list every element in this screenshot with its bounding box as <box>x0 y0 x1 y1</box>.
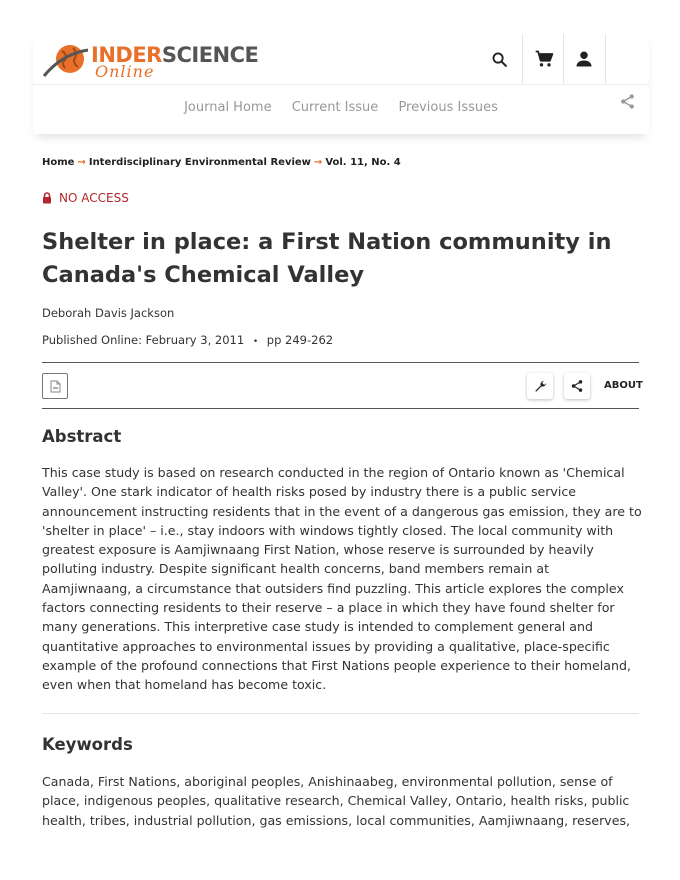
breadcrumb-journal[interactable]: Interdisciplinary Environmental Review <box>88 157 311 168</box>
tools-button[interactable] <box>527 373 553 399</box>
wrench-icon <box>533 379 548 394</box>
pdf-button[interactable] <box>42 373 68 399</box>
nav-journal-home[interactable]: Journal Home <box>184 100 272 115</box>
cart-button[interactable] <box>523 34 565 84</box>
site-header <box>33 34 649 134</box>
pdf-icon <box>50 380 61 393</box>
access-label: NO ACCESS <box>59 191 129 205</box>
about-button[interactable]: ABOUT <box>604 380 643 391</box>
account-button[interactable] <box>563 34 605 84</box>
abstract-heading: Abstract <box>42 427 122 446</box>
logo-online-text: Online <box>95 62 155 81</box>
journal-nav <box>33 100 649 115</box>
account-icon <box>575 50 593 68</box>
section-divider <box>42 713 639 714</box>
breadcrumb <box>42 157 401 168</box>
arrow-right-icon: → <box>313 157 323 168</box>
published-date: Published Online: February 3, 2011 <box>42 333 245 347</box>
journal-share-button[interactable] <box>619 93 636 114</box>
keywords-heading: Keywords <box>42 735 133 754</box>
search-button[interactable] <box>478 34 520 84</box>
page-range: pp 249-262 <box>266 333 334 347</box>
inderscience-logo[interactable] <box>42 40 259 82</box>
abstract-text: This case study is based on research conducted in the region of Ontario known as 'Chemical Valley'. One stark indicator of health risks posed by industry there is a public service announcement instructing residents that in the event of a dangerous gas emission, they are to 'shelter in place' – i.e., stay indoors with windows tightly closed. The local community with greatest exposure is Aamjiwnaang First Nation, whose reserve is surrounded by heavily polluting industry. Despite significant health concerns, band members remain at Aamjiwnaang, a circumstance that outsiders find puzzling. This article explores the complex factors connecting residents to their reserve – a place in which they have found shelter for many generations. This interpretive case study is intended to complement general and quantitative approaches to environmental issues by providing a qualitative, place-specific example of the profound connections that First Nations people experience to their homeland, even when that homeland has become toxic. <box>42 465 642 693</box>
share-icon <box>619 93 636 110</box>
share-button[interactable] <box>564 373 590 399</box>
lock-icon <box>42 192 52 204</box>
header-rule <box>33 84 649 85</box>
search-icon <box>491 51 508 68</box>
header-separator <box>605 34 606 84</box>
globe-logo-icon <box>42 42 90 80</box>
keywords-text: Canada, First Nations, aboriginal peoples, Anishinaabeg, environmental pollution, sense of place, indigenous peoples, qualitative research, Chemical Valley, Ontario, health risks, public health, tribes, industrial pollution, gas emissions, local communities, Aamjiwnaang, reserves, <box>42 774 631 828</box>
publication-info <box>42 333 333 347</box>
nav-current-issue[interactable]: Current Issue <box>291 100 379 115</box>
share-icon <box>570 379 584 393</box>
arrow-right-icon: → <box>77 157 86 168</box>
cart-icon <box>534 49 554 69</box>
separator-dot: • <box>252 337 259 347</box>
article-title: Shelter in place: a First Nation community in Canada's Chemical Valley <box>42 229 612 288</box>
nav-previous-issues[interactable]: Previous Issues <box>398 100 498 115</box>
breadcrumb-issue[interactable]: Vol. 11, No. 4 <box>325 157 401 168</box>
logo-wordmark: INDERSCIENCE <box>91 43 259 67</box>
article-author[interactable]: Deborah Davis Jackson <box>42 306 175 320</box>
article-toolbar <box>42 362 643 409</box>
access-badge <box>42 191 129 205</box>
breadcrumb-home[interactable]: Home <box>42 157 75 168</box>
